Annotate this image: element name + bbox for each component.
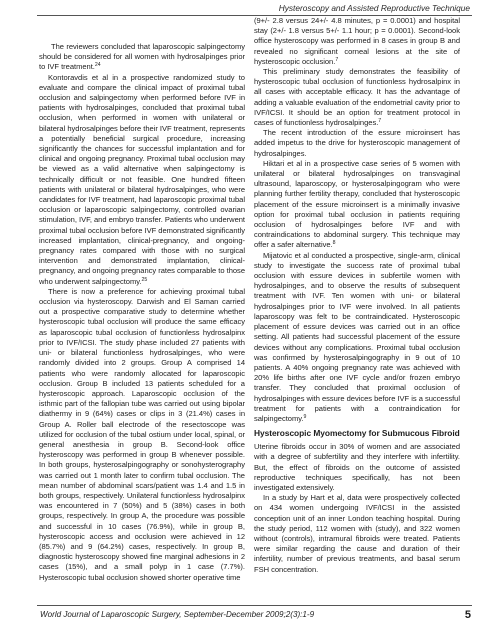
paragraph-text: There is now a preference for achieving proximal tubal occlusion via hysteroscopy. Darwish and El Saman carried out a prospective comparative study to determine whether hysteroscopic tubal occlusion will produce the same efficacy as laparoscopic tubal occlusion of functionless hydrosalpinx prior to IVF/ICSI. The study phase included 27 patients with uni- or bilateral functionless hydrosalpinges, who were randomly divided into 2 groups. Group A comprised 14 patients who were randomly allocated for laparoscopic occlusion. Group B included 13 patients scheduled for a hysteroscopic approach. Laparoscopic occlusion of the isthmic part of the fallopian tube was carried out using bipolar diathermy in 9 (64%) cases or clips in 3 (21.4%) cases in Group A. Roller ball electrode of the resectoscope was utilized for occlusion of the tubal ostium under local, spinal, or general anesthesia in group B. Second-look office hysteroscopy was performed in group B whenever possible. In both groups, hysterosalpingography or sonohysterography was carried out 1 month later to confirm tubal occlusion. The mean number of abdominal scars/patient was 1.4 and 1.5 in both groups, respectively. Unilateral functionless hydrosalpinx was encountered in 7 (50%) and 5 (38%) cases in both groups, respectively. In group A, the procedure was possible and successful in 10 cases (76.9%), while in group B, hysteroscopic access and occlusion were achieved in 12 (85.7%) and 9 (64.2%) cases, respectively. In group B, diagnostic hysteroscopy showed fine marginal adhesions in 2 cases (15%), and a small polyp in 1 case (7.7%). Hysteroscopic tubal occlusion showed shorter operative time — [39, 286, 245, 582]
paragraph — [39, 42, 245, 73]
paragraph-text: The reviewers concluded that laparoscopic salpingectomy should be considered for all women with hydrosalpinges prior to IVF treatment. — [39, 42, 245, 72]
paragraph-text: Mijatovic et al conducted a prospective, single-arm, clinical study to investigate the success rate of proximal tubal occlusion with essure devices in subfertile women with hydrosalpinges, and to observe the results of subsequent treatment with IVF. Ten women with uni- or bilateral hydrosalpinges prior to IVF were involved. In all patients laparoscopy was felt to be contraindicated. Hysteroscopic placement of essure devices was carried out in an office setting. All patients had successful placement of the essure devices without any complications. Proximal tubal occlusion was confirmed by hysterosalpingography in 9 out of 10 patients. A 40% ongoing pregnancy rate was achieved with 20% life births after one IVF cycle and/or frozen embryo transfer. They concluded that proximal occlusion of hydrosalpinges with essure devices before IVF is a successful treatment for patients with a contraindication for salpingectomy. — [254, 250, 460, 423]
paragraph — [254, 16, 460, 67]
paragraph — [254, 251, 460, 424]
footer-rule — [37, 605, 472, 606]
citation-ref: 7 — [378, 118, 382, 125]
citation-ref: 24 — [94, 62, 101, 69]
paragraph-text: Hiktari et al in a prospective case series of 5 women with unilateral or bilateral hydrosalpinges on transvaginal ultrasound, laparoscopy, or hysterosalpingogram who were planning further fertility therapy, concluded that hysteroscopic placement of the essure microinsert is a minimally invasive option for proximal tubal occlusion in patients requiring occlusion of hydrosalpinges before IVF and with contraindications to abdominal surgery. This technique may offer a safer alternative. — [254, 158, 460, 250]
paragraph — [254, 493, 460, 575]
paragraph-text: Kontoravdis et al in a prospective randomized study to evaluate and compare the clinical impact of proximal tubal occlusion and salpingectomy when performed before IVF in patients with hydrosalpinges, concluded that proximal tubal occlusion, when performed in women with unilateral or bilateral hydrosalpinges before their IVF treatment, represents a potentially beneficial surgical procedure, increasing significantly the chances for successful implantation and for clinical and ongoing pregnancy. Proximal tubal occlusion may be viewed as a valid alternative when salpingectomy is technically difficult or not feasible. One hundred fifteen patients with unilateral or bilateral hydrosalpinges, who were candidates for IVF treatment, had laparoscopic proximal tubal occlusion or laparoscopic salpingectomy, controlled ovarian stimulation, IVF, and embryo transfer. Patients who underwent proximal tubal occlusion before IVF demonstrated significantly increased implantation, clinical-pregnancy, and ongoing-pregnancy rates compared with those with no surgical intervention and demonstrated implantation, clinical-pregnancy, and ongoing pregnancy rates comparable to those who underwent salpingectomy. — [39, 72, 246, 286]
paragraph — [254, 67, 460, 128]
right-column — [254, 16, 460, 575]
citation-ref: 7 — [335, 56, 339, 63]
section-heading: Hysteroscopic Myomectomy for Submucous Fibroid — [254, 428, 460, 439]
paragraph — [254, 128, 460, 159]
paragraph — [254, 442, 460, 493]
citation-ref: 8 — [332, 240, 336, 247]
paragraph-text: (9+/- 2.8 versus 24+/- 4.8 minutes, p = 0.0001) and hospital stay (2+/- 1.8 versus 5+/- 1.1 hour; p = 0.0001). Second-look office hysteroscopy was performed in 8 cases in group B and revealed no significant corneal lesions at the site of hysteroscopic occlusion. — [254, 16, 460, 66]
paragraph-text: In a study by Hart et al, data were prospectively collected on 434 women undergoing IVF/ICSI in the assisted conception unit of an inner London teaching hospital. During the study period, 112 women with (study), and 322 women without (controls), intramural fibroids were treated. Patients were similar regarding the cause and duration of their infertility, number of previous treatments, and basal serum FSH concentration. — [254, 493, 460, 574]
paragraph-text: This preliminary study demonstrates the feasibility of hysteroscopic tubal occlusion of functionless hydrosalpinx in all cases with acceptable efficacy. It has the advantage of adding a valuable evaluation of the endometrial cavity prior to IVF/ICSI. It should be an option for treatment protocol in cases of functionless hydrosalpinges. — [254, 67, 460, 128]
paragraph — [39, 73, 245, 287]
page-number: 5 — [464, 609, 471, 621]
footer-journal-citation: World Journal of Laparoscopic Surgery, September-December 2009;2(3):1-9 — [40, 610, 315, 619]
citation-ref: 9 — [303, 413, 307, 420]
paragraph-text: Uterine fibroids occur in 30% of women and are associated with a degree of subfertility and they interfere with infertility. But, the effect of fibroids on the outcome of assisted reproductive techniques specifically, has not been investigated extensively. — [254, 442, 460, 492]
paragraph-text: The recent introduction of the essure microinsert has added impetus to the drive for hysteroscopic management of hydrosalpinges. — [254, 128, 460, 158]
running-head: Hysteroscopy and Assisted Reproductive Technique — [278, 3, 470, 13]
left-column — [39, 42, 245, 583]
paragraph — [254, 159, 460, 251]
paragraph — [39, 287, 245, 583]
citation-ref: 25 — [141, 276, 148, 283]
